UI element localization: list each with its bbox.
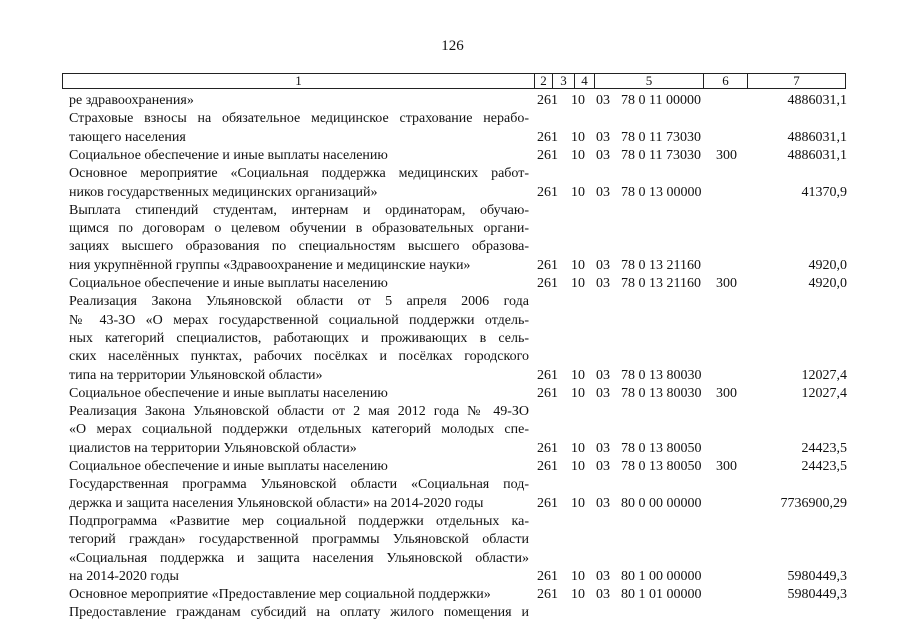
row-text: № 43-ЗО «О мерах государственной социальной поддержки отдель- <box>69 312 529 328</box>
table-row <box>0 551 905 567</box>
row-amount: 4920,0 <box>808 257 847 273</box>
table-row <box>0 404 905 420</box>
row-section: 10 <box>571 459 585 474</box>
row-amount: 4886031,1 <box>787 129 847 145</box>
row-text: держка и защита населения Ульяновской области» на 2014-2020 годы <box>69 495 484 511</box>
row-expense-type: 300 <box>716 459 737 474</box>
row-text: Предоставление гражданам субсидий на оплату жилого помещения и <box>69 605 529 621</box>
row-code: 261 <box>537 257 558 273</box>
row-subsection: 03 <box>596 495 610 511</box>
page-number: 126 <box>441 38 464 54</box>
row-expense-type: 300 <box>716 385 737 401</box>
row-text: Подпрограмма «Развитие мер социальной поддержки отдельных ка- <box>69 513 529 529</box>
row-section: 10 <box>571 587 585 603</box>
row-section: 10 <box>571 276 585 291</box>
row-amount: 41370,9 <box>801 184 847 200</box>
table-row <box>0 331 905 347</box>
row-subsection: 03 <box>596 568 610 584</box>
row-amount: 5980449,3 <box>787 568 847 584</box>
row-expense-type: 300 <box>716 276 737 291</box>
row-section: 10 <box>571 93 585 108</box>
row-text: на 2014-2020 годы <box>69 568 179 584</box>
row-amount: 4886031,1 <box>787 147 847 163</box>
header-col-6: 6 <box>703 74 747 88</box>
row-target-article: 78 0 13 80050 <box>621 459 702 474</box>
row-amount: 5980449,3 <box>787 587 847 603</box>
row-section: 10 <box>571 440 585 456</box>
row-amount: 24423,5 <box>801 459 847 474</box>
table-row <box>0 294 905 310</box>
table-row <box>0 386 905 402</box>
row-code: 261 <box>537 93 558 108</box>
row-subsection: 03 <box>596 367 610 383</box>
row-subsection: 03 <box>596 385 610 401</box>
row-subsection: 03 <box>596 587 610 603</box>
row-amount: 24423,5 <box>801 440 847 456</box>
row-amount: 4920,0 <box>808 276 847 291</box>
row-section: 10 <box>571 568 585 584</box>
header-col-7: 7 <box>747 74 845 88</box>
row-code: 261 <box>537 495 558 511</box>
row-text: тающего населения <box>69 129 186 145</box>
row-subsection: 03 <box>596 459 610 474</box>
table-row <box>0 441 905 457</box>
row-text: Основное мероприятие «Социальная поддержка медицинских работ- <box>69 166 529 182</box>
row-subsection: 03 <box>596 257 610 273</box>
table-row <box>0 203 905 219</box>
row-target-article: 78 0 13 00000 <box>621 184 702 200</box>
row-text: Основное мероприятие «Предоставление мер социальной поддержки» <box>69 587 491 603</box>
row-text: тегорий граждан» государственной программы Ульяновской области <box>69 532 529 548</box>
table-row <box>0 185 905 201</box>
row-subsection: 03 <box>596 129 610 145</box>
row-code: 261 <box>537 568 558 584</box>
table-row <box>0 276 905 292</box>
row-code: 261 <box>537 367 558 383</box>
row-code: 261 <box>537 459 558 474</box>
row-code: 261 <box>537 440 558 456</box>
table-row <box>0 130 905 146</box>
row-text: ния укрупнённой группы «Здравоохранение и медицинские науки» <box>69 257 471 273</box>
row-section: 10 <box>571 385 585 401</box>
row-code: 261 <box>537 184 558 200</box>
row-text: ников государственных медицинских организаций» <box>69 184 378 200</box>
row-text: ских населённых пунктах, рабочих посёлках и посёлках городского <box>69 349 529 365</box>
row-text: Социальное обеспечение и иные выплаты населению <box>69 459 388 474</box>
row-subsection: 03 <box>596 147 610 163</box>
header-col-3: 3 <box>552 74 574 88</box>
row-text: щимся по договорам о целевом обучении в образовательных органи- <box>69 221 529 237</box>
row-amount: 4886031,1 <box>787 93 847 108</box>
row-text: Выплата стипендий студентам, интернам и ординаторам, обучаю- <box>69 202 529 218</box>
row-target-article: 78 0 13 21160 <box>621 276 701 291</box>
row-code: 261 <box>537 587 558 603</box>
row-amount: 12027,4 <box>801 367 847 383</box>
row-text: «Социальная поддержка и защита населения Ульяновской области» <box>69 550 529 566</box>
table-row <box>0 221 905 237</box>
row-subsection: 03 <box>596 440 610 456</box>
row-text: Реализация Закона Ульяновской области от 5 апреля 2006 года <box>69 294 529 310</box>
table-row <box>0 422 905 438</box>
table-row <box>0 459 905 475</box>
row-target-article: 78 0 11 73030 <box>621 147 701 163</box>
table-row <box>0 349 905 365</box>
row-target-article: 78 0 11 00000 <box>621 93 701 108</box>
table-row <box>0 496 905 512</box>
row-text: ре здравоохранения» <box>69 93 194 108</box>
header-col-2: 2 <box>534 74 552 88</box>
row-text: Социальное обеспечение и иные выплаты населению <box>69 147 388 163</box>
row-subsection: 03 <box>596 93 610 108</box>
row-subsection: 03 <box>596 276 610 291</box>
row-target-article: 80 1 00 00000 <box>621 568 702 584</box>
row-code: 261 <box>537 276 558 291</box>
row-text: типа на территории Ульяновской области» <box>69 367 323 383</box>
table-row <box>0 569 905 585</box>
row-subsection: 03 <box>596 184 610 200</box>
table-row <box>0 239 905 255</box>
row-section: 10 <box>571 367 585 383</box>
row-target-article: 78 0 11 73030 <box>621 129 701 145</box>
row-amount: 12027,4 <box>801 385 847 401</box>
table-row <box>0 587 905 603</box>
table-row <box>0 514 905 530</box>
row-text: Социальное обеспечение и иные выплаты населению <box>69 276 388 291</box>
row-text: Социальное обеспечение и иные выплаты населению <box>69 385 388 401</box>
table-row <box>0 93 905 109</box>
row-target-article: 78 0 13 80030 <box>621 385 702 401</box>
table-row <box>0 166 905 182</box>
row-target-article: 78 0 13 21160 <box>621 257 701 273</box>
table-row <box>0 368 905 384</box>
row-text: «О мерах социальной поддержки отдельных категорий молодых спе- <box>69 422 529 438</box>
row-text: зациях высшего образования по специальностям высшего образова- <box>69 239 529 255</box>
table-row <box>0 111 905 127</box>
row-code: 261 <box>537 129 558 145</box>
row-text: Реализация Закона Ульяновской области от 2 мая 2012 года № 49-ЗО <box>69 404 529 420</box>
row-target-article: 80 1 01 00000 <box>621 587 702 603</box>
row-code: 261 <box>537 385 558 401</box>
row-section: 10 <box>571 257 585 273</box>
header-col-4: 4 <box>574 74 594 88</box>
row-section: 10 <box>571 184 585 200</box>
table-header <box>62 73 846 89</box>
table-row <box>0 313 905 329</box>
table-row <box>0 605 905 621</box>
row-text: циалистов на территории Ульяновской области» <box>69 440 357 456</box>
row-target-article: 78 0 13 80050 <box>621 440 702 456</box>
row-amount: 7736900,29 <box>780 495 847 511</box>
row-target-article: 78 0 13 80030 <box>621 367 702 383</box>
row-expense-type: 300 <box>716 147 737 163</box>
row-text: ных категорий специалистов, работающих и проживающих в сель- <box>69 330 529 346</box>
row-section: 10 <box>571 129 585 145</box>
table-row <box>0 258 905 274</box>
table-row <box>0 148 905 164</box>
row-text: Государственная программа Ульяновской области «Социальная под- <box>69 477 529 493</box>
table-row <box>0 477 905 493</box>
header-col-1: 1 <box>295 73 302 88</box>
row-code: 261 <box>537 147 558 163</box>
row-section: 10 <box>571 495 585 511</box>
row-section: 10 <box>571 147 585 163</box>
table-row <box>0 532 905 548</box>
header-col-5: 5 <box>594 74 703 88</box>
row-text: Страховые взносы на обязательное медицинское страхование нерабо- <box>69 111 529 127</box>
row-target-article: 80 0 00 00000 <box>621 495 702 511</box>
